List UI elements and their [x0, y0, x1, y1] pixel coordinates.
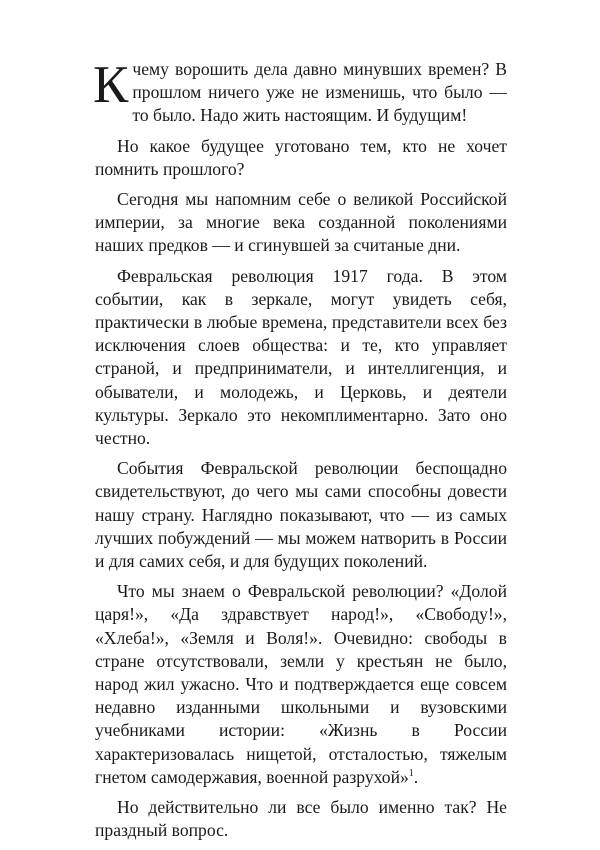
paragraph-1	[95, 58, 507, 128]
footnote-marker: 1	[408, 768, 414, 780]
paragraph-6-end: .	[413, 766, 419, 787]
paragraph-7	[95, 796, 507, 842]
paragraph-2-text: Но какое будущее уготовано тем, кто не хочет помнить прошлого?	[95, 135, 507, 179]
paragraph-7-text: Но действительно ли все было именно так? Не праздный вопрос.	[95, 797, 507, 841]
drop-cap: К	[93, 56, 129, 114]
body-text	[95, 58, 507, 850]
paragraph-5	[95, 457, 507, 573]
paragraph-3	[95, 188, 507, 258]
paragraph-2	[95, 135, 507, 181]
paragraph-3-text: Сегодня мы напомним себе о великой Российской империи, за многие века созданной поколениями наших предков — и сгинувшей за считаные дни.	[95, 189, 507, 256]
paragraph-4-text: Февральская революция 1917 года. В этом событии, как в зеркале, могут увидеть себя, практически в любые времена, представители всех без исключения слоев общества: и те, кто управляет страной, и предприниматели, и интеллигенция, и обыватели, и молодежь, и Церковь, и деятели культуры. Зеркало это некомплиментарно. Зато оно честно.	[95, 265, 507, 449]
paragraph-6-text: Что мы знаем о Февральской революции? «Долой царя!», «Да здравствует народ!», «Свободу!», «Хлеба!», «Земля и Воля!». Очевидно: свободы в стране отсутствовали, земли у крестьян не было, народ жил ужасно. Что и подтверждается еще совсем недавно изданными школьными и вузовскими учебниками истории: «Жизнь в России характеризовалась нищетой, отсталостью, тяжелым гнетом самодержавия, военной разрухой»	[95, 581, 507, 787]
paragraph-5-text: События Февральской революции беспощадно свидетельствуют, до чего мы сами способны довести нашу страну. Наглядно показывают, что — из самых лучших побуждений — мы можем натворить в России и для самих себя, и для будущих поколений.	[95, 458, 507, 572]
paragraph-1-text: чему ворошить дела давно минувших времен? В прошлом ничего уже не изменишь, что было — то было. Надо жить настоящим. И будущим!	[132, 59, 507, 126]
paragraph-4	[95, 265, 507, 451]
paragraph-6	[95, 580, 507, 789]
